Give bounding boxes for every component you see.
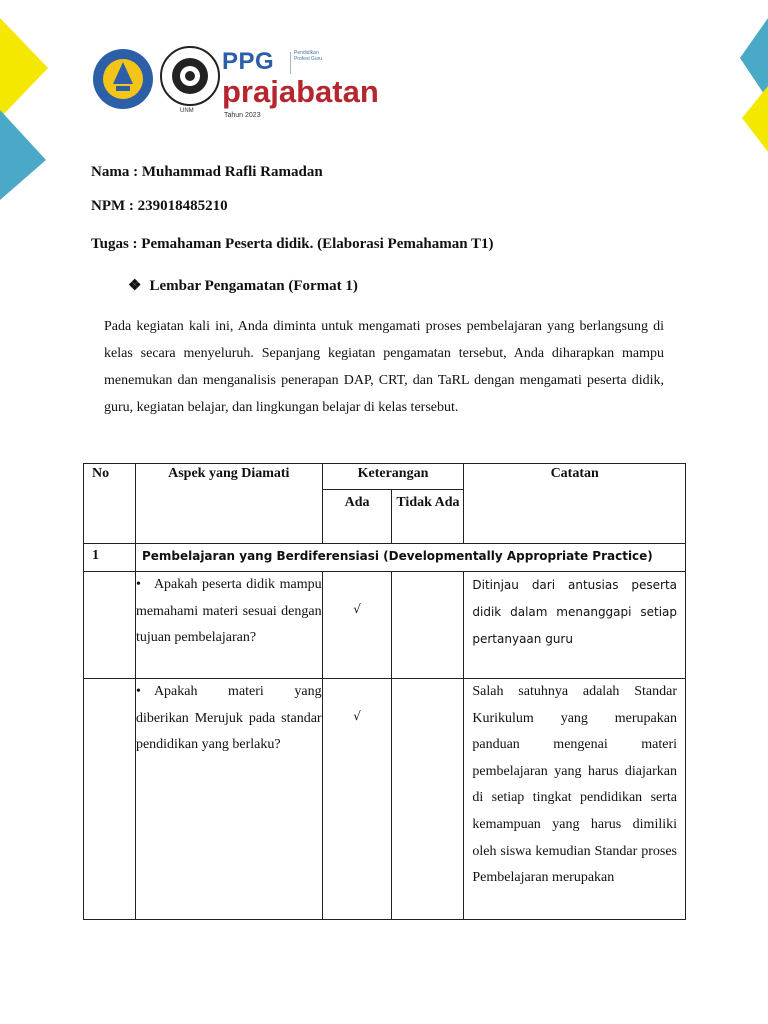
section-row bbox=[84, 544, 686, 572]
header-catatan: Catatan bbox=[464, 464, 686, 544]
unm-seal-icon bbox=[160, 46, 220, 106]
row-no-cell bbox=[84, 572, 136, 679]
header-no: No bbox=[84, 464, 136, 544]
section-heading bbox=[128, 276, 358, 295]
tugas-line: Tugas : Pemahaman Peserta didik. (Elaborasi Pemahaman T1) bbox=[91, 236, 494, 252]
tidak-ada-cell bbox=[392, 572, 464, 679]
ppg-side-text: Pendidikan Profesi Guru bbox=[294, 50, 323, 62]
row-no-cell bbox=[84, 679, 136, 920]
ada-check: √ bbox=[322, 572, 392, 679]
section-number: 1 bbox=[84, 544, 136, 572]
prajabatan-logo-text: prajabatan bbox=[222, 74, 379, 109]
npm-line: NPM : 239018485210 bbox=[91, 198, 228, 214]
tahun-text: Tahun 2023 bbox=[224, 112, 261, 119]
bullet-dot-icon: • bbox=[135, 577, 141, 592]
section-title: Pembelajaran yang Berdiferensiasi (Developmentally Appropriate Practice) bbox=[135, 544, 685, 572]
table-row bbox=[84, 572, 686, 679]
diamond-bullet-icon: ❖ bbox=[128, 278, 142, 294]
catatan-text: Salah satuhnya adalah Standar Kurikulum yang merupakan panduan mengenai materi pembelajaran yang harus diajarkan di setiap tingkat pendidikan serta kemampuan yang harus dimiliki oleh siswa kemudian Standar proses Pembelajaran merupakan bbox=[464, 679, 686, 920]
bullet-dot-icon: • bbox=[135, 684, 141, 699]
aspek-text: Apakah peserta didik mampu memahami materi sesuai dengan tujuan pembelajaran? bbox=[135, 577, 322, 645]
aspek-text: Apakah materi yang diberikan Merujuk pada standar pendidikan yang berlaku? bbox=[135, 684, 322, 752]
tidak-ada-cell bbox=[392, 679, 464, 920]
corner-decoration-left bbox=[0, 0, 70, 200]
aspek-cell bbox=[135, 572, 322, 679]
table-row bbox=[84, 679, 686, 920]
ada-check: √ bbox=[322, 679, 392, 920]
catatan-text: Ditinjau dari antusias peserta didik dalam menanggapi setiap pertanyaan guru bbox=[464, 572, 686, 679]
header-tidak-ada: Tidak Ada bbox=[392, 490, 464, 544]
nama-line: Nama : Muhammad Rafli Ramadan bbox=[91, 164, 323, 180]
kemdikbud-logo-icon bbox=[92, 48, 154, 110]
header-aspek: Aspek yang Diamati bbox=[135, 464, 322, 544]
ppg-logo-text: PPG bbox=[222, 48, 275, 75]
unm-caption: UNM bbox=[180, 108, 194, 114]
corner-decoration-right bbox=[708, 0, 768, 200]
ppg-divider bbox=[290, 52, 291, 74]
header-ada: Ada bbox=[322, 490, 392, 544]
intro-paragraph: Pada kegiatan kali ini, Anda diminta untuk mengamati proses pembelajaran yang berlangsung di kelas secara menyeluruh. Sepanjang kegiatan pengamatan tersebut, Anda diharapkan mampu menemukan dan menganalisis penerapan DAP, CRT, dan TaRL dengan mengamati peserta didik, guru, kegiatan belajar, dan lingkungan belajar di kelas tersebut. bbox=[104, 319, 664, 415]
observation-table bbox=[83, 463, 686, 920]
aspek-cell bbox=[135, 679, 322, 920]
header-keterangan: Keterangan bbox=[322, 464, 464, 490]
section-heading-text: Lembar Pengamatan (Format 1) bbox=[149, 278, 358, 294]
